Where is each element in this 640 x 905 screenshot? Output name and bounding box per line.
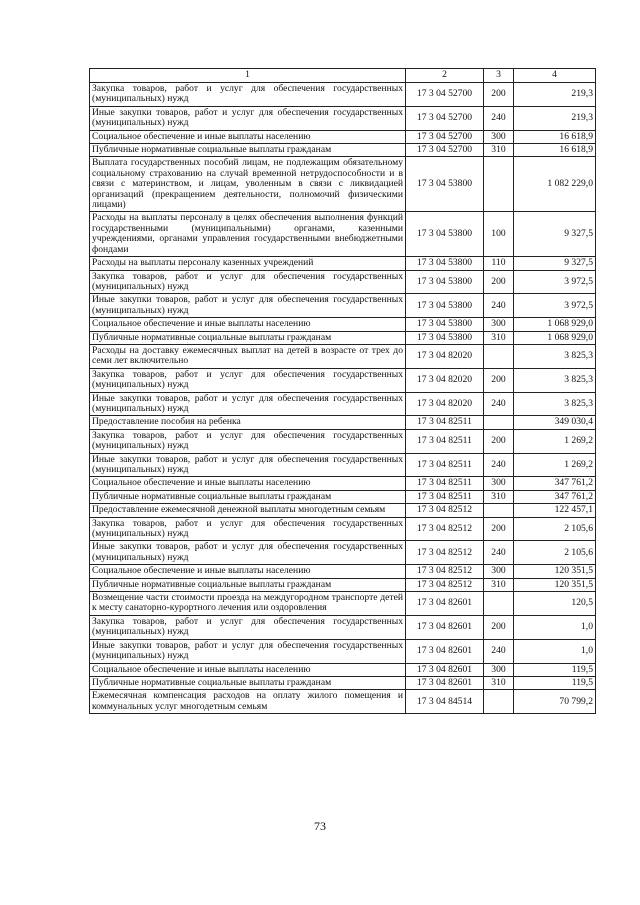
row-code-cell: 17 3 04 82512 xyxy=(406,541,484,565)
row-expense-type-cell: 240 xyxy=(484,639,514,663)
row-code-cell: 17 3 04 82601 xyxy=(406,592,484,616)
table-row xyxy=(90,344,596,368)
row-name-cell: Расходы на выплаты персоналу казенных учреждений xyxy=(90,257,406,270)
row-code-cell: 17 3 04 82020 xyxy=(406,392,484,416)
table-row xyxy=(90,541,596,565)
row-name-cell: Иные закупки товаров, работ и услуг для обеспечения государственных (муниципальных) нужд xyxy=(90,106,406,130)
row-code-cell: 17 3 04 82511 xyxy=(406,477,484,490)
row-amount-cell: 3 972,5 xyxy=(514,270,596,294)
row-name-cell: Социальное обеспечение и иные выплаты населению xyxy=(90,318,406,331)
row-amount-cell: 1,0 xyxy=(514,639,596,663)
row-amount-cell: 2 105,6 xyxy=(514,517,596,541)
table-row xyxy=(90,615,596,639)
row-expense-type-cell: 310 xyxy=(484,331,514,344)
row-code-cell: 17 3 04 52700 xyxy=(406,130,484,143)
row-name-cell: Закупка товаров, работ и услуг для обеспечения государственных (муниципальных) нужд xyxy=(90,615,406,639)
row-code-cell: 17 3 04 53800 xyxy=(406,212,484,257)
row-name-cell: Публичные нормативные социальные выплаты гражданам xyxy=(90,578,406,591)
table-row xyxy=(90,318,596,331)
table-row xyxy=(90,83,596,107)
row-name-cell: Предоставление пособия на ребенка xyxy=(90,416,406,429)
table-row xyxy=(90,416,596,429)
row-name-cell: Выплата государственных пособий лицам, не подлежащим обязательному социальному страхованию на случай временной нетрудоспособности и в связи с материнством, и лицам, уволенным в связи с ликвидацией организаций (прекращением деятельности, полномочий физическими лицами) xyxy=(90,157,406,212)
column-number-2: 2 xyxy=(406,69,484,83)
row-expense-type-cell: 200 xyxy=(484,270,514,294)
row-code-cell: 17 3 04 82512 xyxy=(406,517,484,541)
row-name-cell: Закупка товаров, работ и услуг для обеспечения государственных (муниципальных) нужд xyxy=(90,429,406,453)
table-row xyxy=(90,565,596,578)
row-code-cell: 17 3 04 82512 xyxy=(406,565,484,578)
column-number-1: 1 xyxy=(90,69,406,83)
row-amount-cell: 349 030,4 xyxy=(514,416,596,429)
table-row xyxy=(90,368,596,392)
row-name-cell: Закупка товаров, работ и услуг для обеспечения государственных (муниципальных) нужд xyxy=(90,270,406,294)
row-code-cell: 17 3 04 52700 xyxy=(406,144,484,157)
row-name-cell: Расходы на выплаты персоналу в целях обеспечения выполнения функций государственными (муниципальными) органами, казенными учреждениями, органами управления государственными внебюджетными фондами xyxy=(90,212,406,257)
table-row xyxy=(90,676,596,689)
row-amount-cell: 70 799,2 xyxy=(514,690,596,714)
row-code-cell: 17 3 04 82511 xyxy=(406,416,484,429)
row-amount-cell: 2 105,6 xyxy=(514,541,596,565)
row-code-cell: 17 3 04 53800 xyxy=(406,331,484,344)
row-amount-cell: 3 825,3 xyxy=(514,392,596,416)
table-row xyxy=(90,144,596,157)
row-code-cell: 17 3 04 82020 xyxy=(406,344,484,368)
row-expense-type-cell: 200 xyxy=(484,368,514,392)
row-expense-type-cell xyxy=(484,592,514,616)
row-amount-cell: 16 618,9 xyxy=(514,130,596,143)
row-expense-type-cell: 310 xyxy=(484,490,514,503)
row-name-cell: Социальное обеспечение и иные выплаты населению xyxy=(90,130,406,143)
row-code-cell: 17 3 04 82511 xyxy=(406,490,484,503)
row-amount-cell: 3 825,3 xyxy=(514,368,596,392)
table-row xyxy=(90,639,596,663)
row-amount-cell: 9 327,5 xyxy=(514,212,596,257)
row-expense-type-cell: 310 xyxy=(484,144,514,157)
row-name-cell: Публичные нормативные социальные выплаты гражданам xyxy=(90,676,406,689)
row-expense-type-cell: 240 xyxy=(484,106,514,130)
row-code-cell: 17 3 04 53800 xyxy=(406,257,484,270)
row-amount-cell: 120 351,5 xyxy=(514,578,596,591)
row-code-cell: 17 3 04 84514 xyxy=(406,690,484,714)
table-row xyxy=(90,294,596,318)
row-name-cell: Закупка товаров, работ и услуг для обеспечения государственных (муниципальных) нужд xyxy=(90,517,406,541)
row-name-cell: Закупка товаров, работ и услуг для обеспечения государственных (муниципальных) нужд xyxy=(90,368,406,392)
column-number-3: 3 xyxy=(484,69,514,83)
row-amount-cell: 1 082 229,0 xyxy=(514,157,596,212)
row-expense-type-cell: 200 xyxy=(484,615,514,639)
row-amount-cell: 347 761,2 xyxy=(514,477,596,490)
row-code-cell: 17 3 04 82601 xyxy=(406,676,484,689)
row-expense-type-cell: 240 xyxy=(484,541,514,565)
row-amount-cell: 3 825,3 xyxy=(514,344,596,368)
table-header-row xyxy=(90,69,596,83)
row-expense-type-cell: 240 xyxy=(484,294,514,318)
row-code-cell: 17 3 04 82512 xyxy=(406,504,484,517)
row-code-cell: 17 3 04 82512 xyxy=(406,578,484,591)
row-name-cell: Возмещение части стоимости проезда на междугородном транспорте детей к месту санаторно-курортного лечения или оздоровления xyxy=(90,592,406,616)
row-code-cell: 17 3 04 53800 xyxy=(406,157,484,212)
row-expense-type-cell: 240 xyxy=(484,453,514,477)
row-name-cell: Социальное обеспечение и иные выплаты населению xyxy=(90,663,406,676)
row-code-cell: 17 3 04 82601 xyxy=(406,639,484,663)
row-amount-cell: 120 351,5 xyxy=(514,565,596,578)
row-expense-type-cell xyxy=(484,157,514,212)
budget-table-container xyxy=(89,68,595,714)
table-row xyxy=(90,212,596,257)
row-name-cell: Иные закупки товаров, работ и услуг для обеспечения государственных (муниципальных) нужд xyxy=(90,541,406,565)
row-code-cell: 17 3 04 82601 xyxy=(406,663,484,676)
row-name-cell: Иные закупки товаров, работ и услуг для обеспечения государственных (муниципальных) нужд xyxy=(90,294,406,318)
table-row xyxy=(90,592,596,616)
row-name-cell: Иные закупки товаров, работ и услуг для обеспечения государственных (муниципальных) нужд xyxy=(90,392,406,416)
row-expense-type-cell xyxy=(484,416,514,429)
row-code-cell: 17 3 04 82511 xyxy=(406,453,484,477)
row-amount-cell: 16 618,9 xyxy=(514,144,596,157)
budget-table-body xyxy=(90,69,596,714)
table-row xyxy=(90,331,596,344)
row-code-cell: 17 3 04 82020 xyxy=(406,368,484,392)
table-row xyxy=(90,517,596,541)
table-row xyxy=(90,106,596,130)
table-row xyxy=(90,429,596,453)
row-name-cell: Иные закупки товаров, работ и услуг для обеспечения государственных (муниципальных) нужд xyxy=(90,453,406,477)
row-name-cell: Публичные нормативные социальные выплаты гражданам xyxy=(90,331,406,344)
table-row xyxy=(90,392,596,416)
table-row xyxy=(90,270,596,294)
row-expense-type-cell xyxy=(484,344,514,368)
row-expense-type-cell: 200 xyxy=(484,517,514,541)
row-expense-type-cell: 310 xyxy=(484,676,514,689)
row-expense-type-cell xyxy=(484,690,514,714)
row-code-cell: 17 3 04 82511 xyxy=(406,429,484,453)
row-amount-cell: 347 761,2 xyxy=(514,490,596,503)
row-amount-cell: 1 068 929,0 xyxy=(514,331,596,344)
row-code-cell: 17 3 04 52700 xyxy=(406,106,484,130)
row-expense-type-cell: 300 xyxy=(484,663,514,676)
row-code-cell: 17 3 04 53800 xyxy=(406,294,484,318)
row-expense-type-cell: 300 xyxy=(484,130,514,143)
row-amount-cell: 219,3 xyxy=(514,106,596,130)
row-code-cell: 17 3 04 53800 xyxy=(406,270,484,294)
table-row xyxy=(90,453,596,477)
table-row xyxy=(90,578,596,591)
row-name-cell: Расходы на доставку ежемесячных выплат на детей в возрасте от трех до семи лет включительно xyxy=(90,344,406,368)
table-row xyxy=(90,663,596,676)
row-name-cell: Социальное обеспечение и иные выплаты населению xyxy=(90,565,406,578)
row-name-cell: Публичные нормативные социальные выплаты гражданам xyxy=(90,144,406,157)
row-expense-type-cell xyxy=(484,504,514,517)
row-expense-type-cell: 300 xyxy=(484,565,514,578)
budget-table xyxy=(89,68,596,714)
row-name-cell: Иные закупки товаров, работ и услуг для обеспечения государственных (муниципальных) нужд xyxy=(90,639,406,663)
row-code-cell: 17 3 04 82601 xyxy=(406,615,484,639)
row-expense-type-cell: 240 xyxy=(484,392,514,416)
row-expense-type-cell: 310 xyxy=(484,578,514,591)
row-amount-cell: 3 972,5 xyxy=(514,294,596,318)
row-amount-cell: 122 457,1 xyxy=(514,504,596,517)
table-row xyxy=(90,490,596,503)
row-amount-cell: 120,5 xyxy=(514,592,596,616)
row-amount-cell: 1,0 xyxy=(514,615,596,639)
row-amount-cell: 9 327,5 xyxy=(514,257,596,270)
row-name-cell: Публичные нормативные социальные выплаты гражданам xyxy=(90,490,406,503)
table-row xyxy=(90,257,596,270)
row-expense-type-cell: 300 xyxy=(484,318,514,331)
row-expense-type-cell: 110 xyxy=(484,257,514,270)
row-expense-type-cell: 300 xyxy=(484,477,514,490)
table-row xyxy=(90,504,596,517)
table-row xyxy=(90,690,596,714)
row-expense-type-cell: 100 xyxy=(484,212,514,257)
page-number: 73 xyxy=(314,819,326,833)
table-row xyxy=(90,477,596,490)
row-amount-cell: 1 269,2 xyxy=(514,453,596,477)
row-name-cell: Закупка товаров, работ и услуг для обеспечения государственных (муниципальных) нужд xyxy=(90,83,406,107)
table-row xyxy=(90,157,596,212)
row-amount-cell: 219,3 xyxy=(514,83,596,107)
row-name-cell: Предоставление ежемесячной денежной выплаты многодетным семьям xyxy=(90,504,406,517)
row-code-cell: 17 3 04 53800 xyxy=(406,318,484,331)
row-expense-type-cell: 200 xyxy=(484,429,514,453)
row-amount-cell: 119,5 xyxy=(514,676,596,689)
row-name-cell: Ежемесячная компенсация расходов на оплату жилого помещения и коммунальных услуг многодетным семьям xyxy=(90,690,406,714)
row-amount-cell: 119,5 xyxy=(514,663,596,676)
row-expense-type-cell: 200 xyxy=(484,83,514,107)
row-amount-cell: 1 269,2 xyxy=(514,429,596,453)
row-code-cell: 17 3 04 52700 xyxy=(406,83,484,107)
column-number-4: 4 xyxy=(514,69,596,83)
row-name-cell: Социальное обеспечение и иные выплаты населению xyxy=(90,477,406,490)
table-row xyxy=(90,130,596,143)
row-amount-cell: 1 068 929,0 xyxy=(514,318,596,331)
